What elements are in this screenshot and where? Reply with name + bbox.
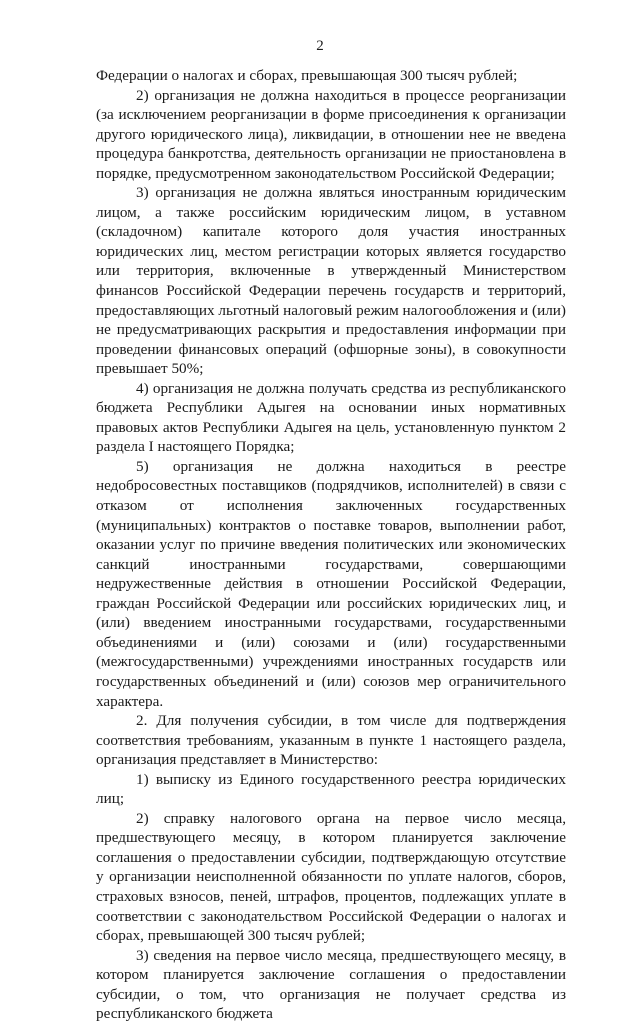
paragraph-continuation: Федерации о налогах и сборах, превышающая 300 тысяч рублей; <box>96 67 518 84</box>
paragraph-section-2: 2. Для получения субсидии, в том числе для подтверждения соответствия требованиям, указанным в пункте 1 настоящего раздела, организация представляет в Министерство: <box>96 712 566 769</box>
paragraph-item-2: 2) организация не должна находиться в процессе реорганизации (за исключением реорганизации в форме присоединения к организации другого юридического лица), ликвидации, в отношении нее не введена процедура банкротства, деятельность организации не приостановлена в порядке, предусмотренном законодательством Российской Федерации; <box>96 86 566 182</box>
paragraph-doc-1: 1) выписку из Единого государственного реестра юридических лиц; <box>96 770 566 808</box>
paragraph-doc-3: 3) сведения на первое число месяца, предшествующего месяцу, в котором планируется заключение соглашения о предоставлении субсидии, о том, что организация не получает средства из республиканского бюджета <box>96 946 566 1023</box>
paragraph-item-4: 4) организация не должна получать средства из республиканского бюджета Республики Адыгея на основании иных нормативных правовых актов Республики Адыгея на цель, установленную пунктом 2 раздела I настоящего Порядка; <box>96 379 566 456</box>
paragraph-doc-2: 2) справку налогового органа на первое число месяца, предшествующего месяцу, в котором планируется заключение соглашения о предоставлении субсидии, подтверждающую отсутствие у организации неисполненной обязанности по уплате налогов, сборов, страховых взносов, пеней, штрафов, процентов, подлежащих уплате в соответствии с законодательством Российской Федерации о налогах и сборах, превышающей 300 тысяч рублей; <box>96 809 566 945</box>
paragraph-item-3: 3) организация не должна являться иностранным юридическим лицом, а также российским юридическим лицом, в уставном (складочном) капитале которого доля участия иностранных юридических лиц, местом регистрации которых является государство или территория, включенные в утвержденный Министерством финансов Российской Федерации перечень государств и территорий, предоставляющих льготный налоговый режим налогообложения и (или) не предусматривающих раскрытия и предоставления информации при проведении финансовых операций (офшорные зоны), в совокупности превышает 50%; <box>96 184 566 378</box>
document-body <box>96 66 566 1024</box>
paragraph-item-5: 5) организация не должна находиться в реестре недобросовестных поставщиков (подрядчиков, исполнителей) в связи с отказом от исполнения заключенных государственных (муниципальных) контрактов о поставке товаров, выполнении работ, оказании услуг по причине введения политических или экономических санкций иностранными государствами, совершающими недружественные действия в отношении Российской Федерации, граждан Российской Федерации или российских юридических лиц, и (или) введением иностранными государствами, государственными объединениями и (или) союзами и (или) государственными (межгосударственными) учреждениями иностранных государств или государственных объединений и (или) союзов мер ограничительного характера. <box>96 457 566 710</box>
page-number: 2 <box>316 38 324 54</box>
